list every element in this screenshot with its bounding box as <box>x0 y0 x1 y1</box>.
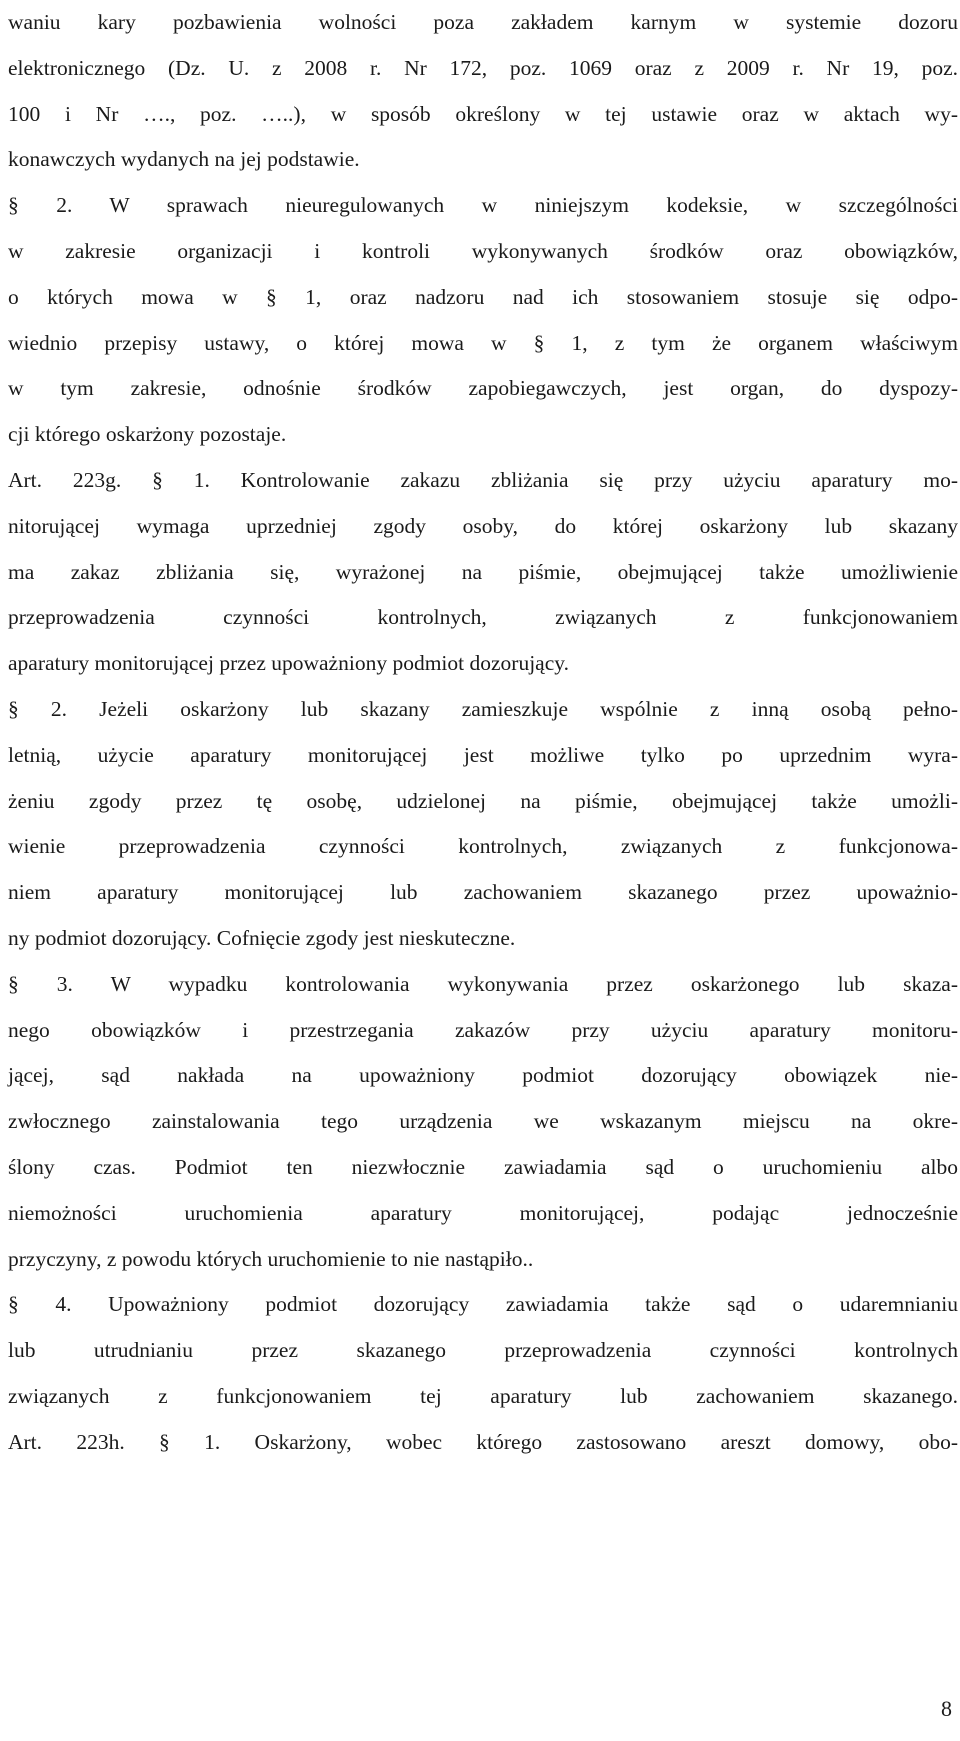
text-line: Art. 223h. § 1. Oskarżony, wobec którego zastosowano areszt domowy, obo- <box>8 1429 958 1454</box>
text-line: o których mowa w § 1, oraz nadzoru nad ich stosowaniem stosuje się odpo- <box>8 284 958 309</box>
text-line: elektronicznego (Dz. U. z 2008 r. Nr 172, poz. 1069 oraz z 2009 r. Nr 19, poz. <box>8 55 958 80</box>
text-line: waniu kary pozbawienia wolności poza zakładem karnym w systemie dozoru <box>8 10 958 34</box>
text-line: wienie przeprowadzenia czynności kontrolnych, związanych z funkcjonowa- <box>8 834 958 859</box>
text-line: Art. 223g. § 1. Kontrolowanie zakazu zbliżania się przy użyciu aparatury mo- <box>8 467 958 492</box>
text-line: zwłocznego zainstalowania tego urządzenia we wskazanym miejscu na okre- <box>8 1109 958 1134</box>
text-line: § 4. Upoważniony podmiot dozorujący zawiadamia także sąd o udaremnianiu <box>8 1292 958 1317</box>
text-line: § 2. W sprawach nieuregulowanych w niniejszym kodeksie, w szczególności <box>8 193 958 218</box>
text-line: 100 i Nr …., poz. …..), w sposób określony w tej ustawie oraz w aktach wy- <box>8 101 958 126</box>
text-line: niemożności uruchomienia aparatury monitorującej, podając jednocześnie <box>8 1200 958 1225</box>
text-line: aparatury monitorującej przez upoważniony podmiot dozorujący. <box>8 651 569 676</box>
text-line: lub utrudnianiu przez skazanego przeprowadzenia czynności kontrolnych <box>8 1338 958 1363</box>
text-line: ślony czas. Podmiot ten niezwłocznie zawiadamia sąd o uruchomieniu albo <box>8 1154 958 1179</box>
text-line: związanych z funkcjonowaniem tej aparatury lub zachowaniem skazanego. <box>8 1383 958 1408</box>
text-line: w tym zakresie, odnośnie środków zapobiegawczych, jest organ, do dyspozy- <box>8 376 958 401</box>
text-line: nitorującej wymaga uprzedniej zgody osoby, do której oskarżony lub skazany <box>8 513 958 538</box>
text-line: niem aparatury monitorującej lub zachowaniem skazanego przez upoważnio- <box>8 880 958 905</box>
text-line: konawczych wydanych na jej podstawie. <box>8 147 360 172</box>
text-line: § 3. W wypadku kontrolowania wykonywania przez oskarżonego lub skaza- <box>8 971 958 996</box>
text-line: wiednio przepisy ustawy, o której mowa w § 1, z tym że organem właściwym <box>8 330 958 355</box>
text-line: letnią, użycie aparatury monitorującej jest możliwe tylko po uprzednim wyra- <box>8 742 958 767</box>
text-line: § 2. Jeżeli oskarżony lub skazany zamieszkuje wspólnie z inną osobą pełno- <box>8 696 958 721</box>
document-page <box>8 0 958 1466</box>
text-line: cji którego oskarżony pozostaje. <box>8 422 287 447</box>
document-body <box>8 0 958 1466</box>
text-line: przeprowadzenia czynności kontrolnych, związanych z funkcjonowaniem <box>8 605 958 630</box>
text-line: nego obowiązków i przestrzegania zakazów przy użyciu aparatury monitoru- <box>8 1017 958 1042</box>
text-line: żeniu zgody przez tę osobę, udzielonej na piśmie, obejmującej także umożli- <box>8 788 958 813</box>
text-line: ma zakaz zbliżania się, wyrażonej na piśmie, obejmującej także umożliwienie <box>8 559 958 584</box>
text-line: jącej, sąd nakłada na upoważniony podmiot dozorujący obowiązek nie- <box>8 1063 958 1088</box>
text-line: przyczyny, z powodu których uruchomienie to nie nastąpiło.. <box>8 1246 534 1271</box>
text-line: ny podmiot dozorujący. Cofnięcie zgody jest nieskuteczne. <box>8 925 516 950</box>
text-line: w zakresie organizacji i kontroli wykonywanych środków oraz obowiązków, <box>8 238 958 263</box>
page-number: 8 <box>941 1696 952 1721</box>
